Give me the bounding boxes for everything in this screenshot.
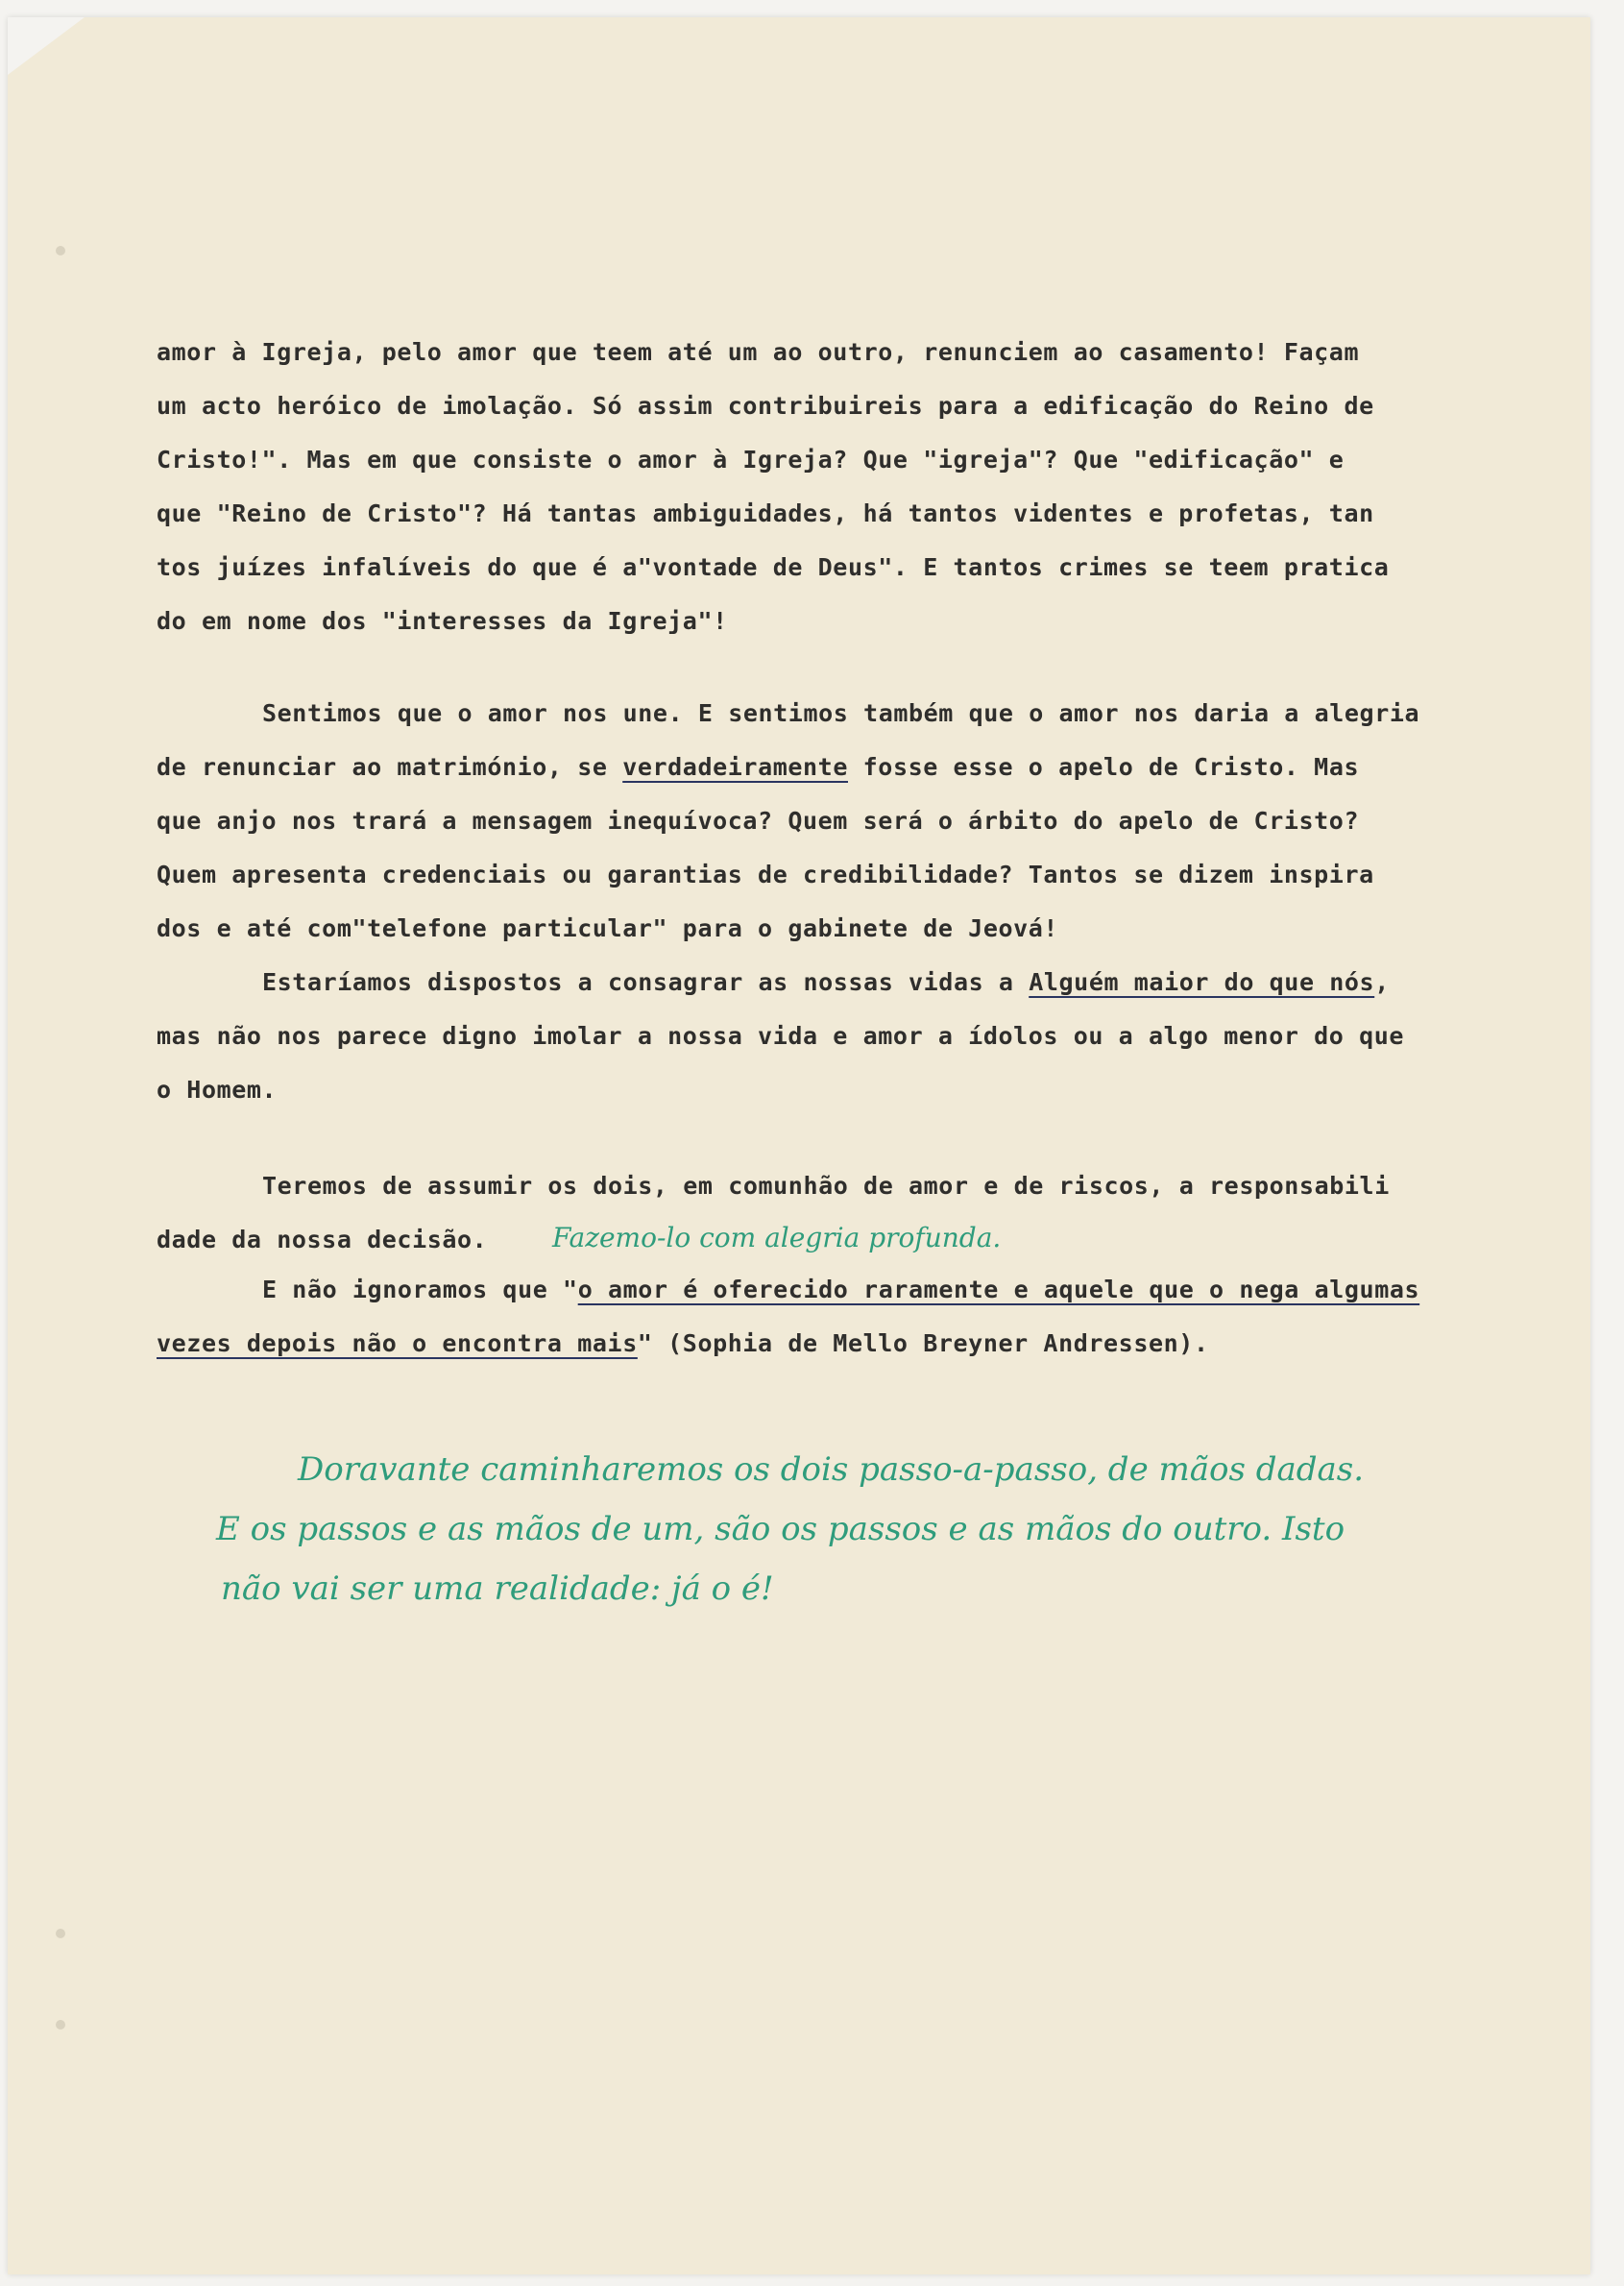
text-line: Quem apresenta credenciais ou garantias de credibilidade? Tantos se dizem inspira (157, 861, 1374, 888)
underlined-quote: o amor é oferecido raramente e aquele que o nega algumas (577, 1276, 1420, 1303)
handwritten-note-line: não vai ser uma realidade: já o é! (221, 1569, 774, 1608)
handwritten-annotation: Fazemo-lo com alegria profunda. (552, 1222, 1002, 1253)
text-span: E não ignoramos que " (262, 1276, 578, 1303)
text-line (157, 753, 1359, 781)
text-line: dos e até com"telefone particular" para o gabinete de Jeová! (157, 914, 1059, 942)
text-line: dade da nossa decisão. (157, 1226, 488, 1253)
underlined-quote: vezes depois não o encontra mais (157, 1329, 638, 1357)
text-line (157, 1329, 1209, 1357)
text-line: do em nome dos "interesses da Igreja"! (157, 607, 728, 635)
punch-hole (56, 246, 65, 255)
text-span: , (1374, 968, 1390, 996)
handwritten-note-line: E os passos e as mãos de um, são os passos e as mãos do outro. Isto (216, 1510, 1345, 1548)
punch-hole (56, 1929, 65, 1938)
text-line: o Homem. (157, 1076, 278, 1104)
punch-hole (56, 2020, 65, 2030)
text-line: que "Reino de Cristo"? Há tantas ambiguidades, há tantos videntes e profetas, tan (157, 499, 1374, 527)
text-span: Estaríamos dispostos a consagrar as nossas vidas a (262, 968, 1030, 996)
text-line: mas não nos parece digno imolar a nossa vida e amor a ídolos ou a algo menor do que (157, 1022, 1405, 1050)
text-span: fosse esse o apelo de Cristo. Mas (847, 753, 1360, 781)
folded-corner (8, 17, 85, 75)
text-line (262, 968, 1390, 996)
handwritten-note-line: Doravante caminharemos os dois passo-a-passo, de mãos dadas. (298, 1450, 1365, 1489)
text-line: um acto heróico de imolação. Só assim contribuireis para a edificação do Reino de (157, 392, 1374, 420)
text-span: " (Sophia de Mello Breyner Andressen). (637, 1329, 1209, 1357)
text-line: que anjo nos trará a mensagem inequívoca? Quem será o árbito do apelo de Cristo? (157, 807, 1360, 835)
text-line: Cristo!". Mas em que consiste o amor à Igreja? Que "igreja"? Que "edificação" e (157, 446, 1345, 474)
text-line: Teremos de assumir os dois, em comunhão de amor e de riscos, a responsabili (262, 1172, 1390, 1200)
text-line: amor à Igreja, pelo amor que teem até um ao outro, renunciem ao casamento! Façam (157, 338, 1360, 366)
text-line: Sentimos que o amor nos une. E sentimos também que o amor nos daria a alegria (262, 699, 1420, 727)
underlined-word: verdadeiramente (622, 753, 848, 781)
text-line (262, 1276, 1419, 1303)
text-line: tos juízes infalíveis do que é a"vontade de Deus". E tantos crimes se teem pratica (157, 553, 1390, 581)
underlined-phrase: Alguém maior do que nós (1029, 968, 1375, 996)
text-span: de renunciar ao matrimónio, se (157, 753, 623, 781)
